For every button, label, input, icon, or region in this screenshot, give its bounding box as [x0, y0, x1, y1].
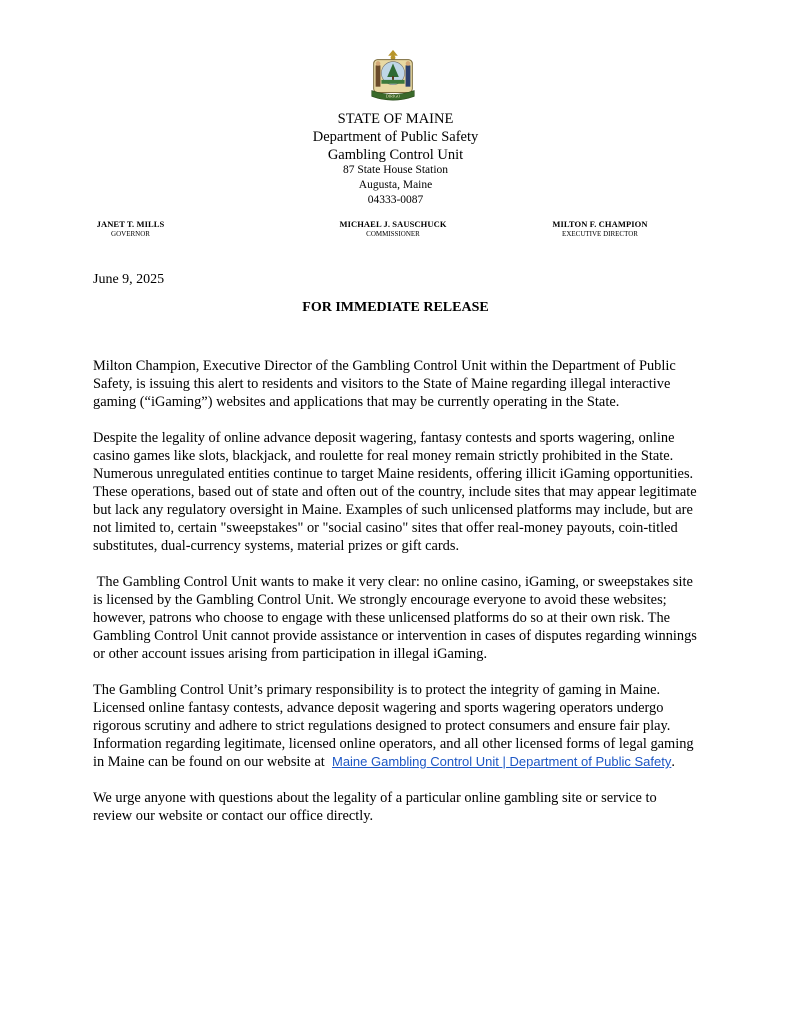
address-line-1: 87 State House Station [342, 164, 449, 176]
official-title: EXECUTIVE DIRECTOR [562, 230, 638, 238]
official-governor [93, 219, 168, 238]
official-title: COMMISSIONER [366, 230, 420, 238]
paragraph-4-end: . [671, 754, 675, 770]
release-body [93, 357, 699, 843]
paragraph-2: Despite the legality of online advance deposit wagering, fantasy contests and sports wagering, online casino games like slots, blackjack, and roulette for real money remain strictly prohibited in the State. Numerous unregulated entities continue to target Maine residents, offering illicit iGaming opportunities. These operations, based out of state and often out of the country, include sites that may appear legitimate but lack any regulatory oversight in Maine. Examples of such unlicensed platforms may include, but are not limited to, certain "sweepstakes" or "social casino" sites that offer real-money payouts, coin-titled substitutes, dual-currency systems, material prizes or gift cards. [93, 430, 697, 554]
paragraph-5: We urge anyone with questions about the legality of a particular online gambling site or service to review our website or contact our office directly. [93, 790, 657, 824]
official-name: JANET T. MILLS [96, 219, 165, 229]
paragraph-3: The Gambling Control Unit wants to make it very clear: no online casino, iGaming, or sweepstakes site is licensed by the Gambling Control Unit. We strongly encourage everyone to avoid these websites; however, patrons who choose to engage with these unlicensed platforms do so at their own risk. The Gambling Control Unit cannot provide assistance or intervention in cases of disputes regarding winnings or other account issues arising from participation in illegal iGaming. [93, 574, 701, 662]
release-label: FOR IMMEDIATE RELEASE [302, 300, 489, 315]
official-commissioner [333, 219, 453, 238]
zip-code: 04333-0087 [367, 194, 424, 206]
maine-state-seal [364, 48, 422, 106]
unit-name: Gambling Control Unit [327, 147, 464, 163]
paragraph-4-text: The Gambling Control Unit’s primary responsibility is to protect the integrity of gaming in Maine. Licensed online fantasy contests, advance deposit wagering and sports wagering operators undergo rigorous scrutiny and adhere to strict regulations designed to protect consumers and ensure fair play. Information regarding legitimate, licensed online operators, and all other licensed forms of legal gaming in Maine can be found on our website at [93, 682, 698, 770]
gambling-control-unit-link[interactable]: Maine Gambling Control Unit | Department of Public Safety [331, 754, 672, 769]
official-executive-director [544, 219, 656, 238]
release-date: June 9, 2025 [93, 272, 165, 287]
official-name: MILTON F. CHAMPION [552, 219, 648, 229]
state-name: STATE OF MAINE [337, 111, 454, 127]
official-title: GOVERNOR [111, 230, 150, 238]
official-name: MICHAEL J. SAUSCHUCK [339, 219, 447, 229]
address-line-2: Augusta, Maine [358, 179, 433, 191]
seal-motto: DIRIGO [385, 93, 401, 99]
paragraph-1: Milton Champion, Executive Director of the Gambling Control Unit within the Department of Public Safety, is issuing this alert to residents and visitors to the State of Maine regarding illegal interactive gaming (“iGaming”) websites and applications that may be currently operating in the State. [93, 358, 676, 410]
paragraph-4 [93, 681, 699, 771]
department-name: Department of Public Safety [312, 129, 479, 145]
